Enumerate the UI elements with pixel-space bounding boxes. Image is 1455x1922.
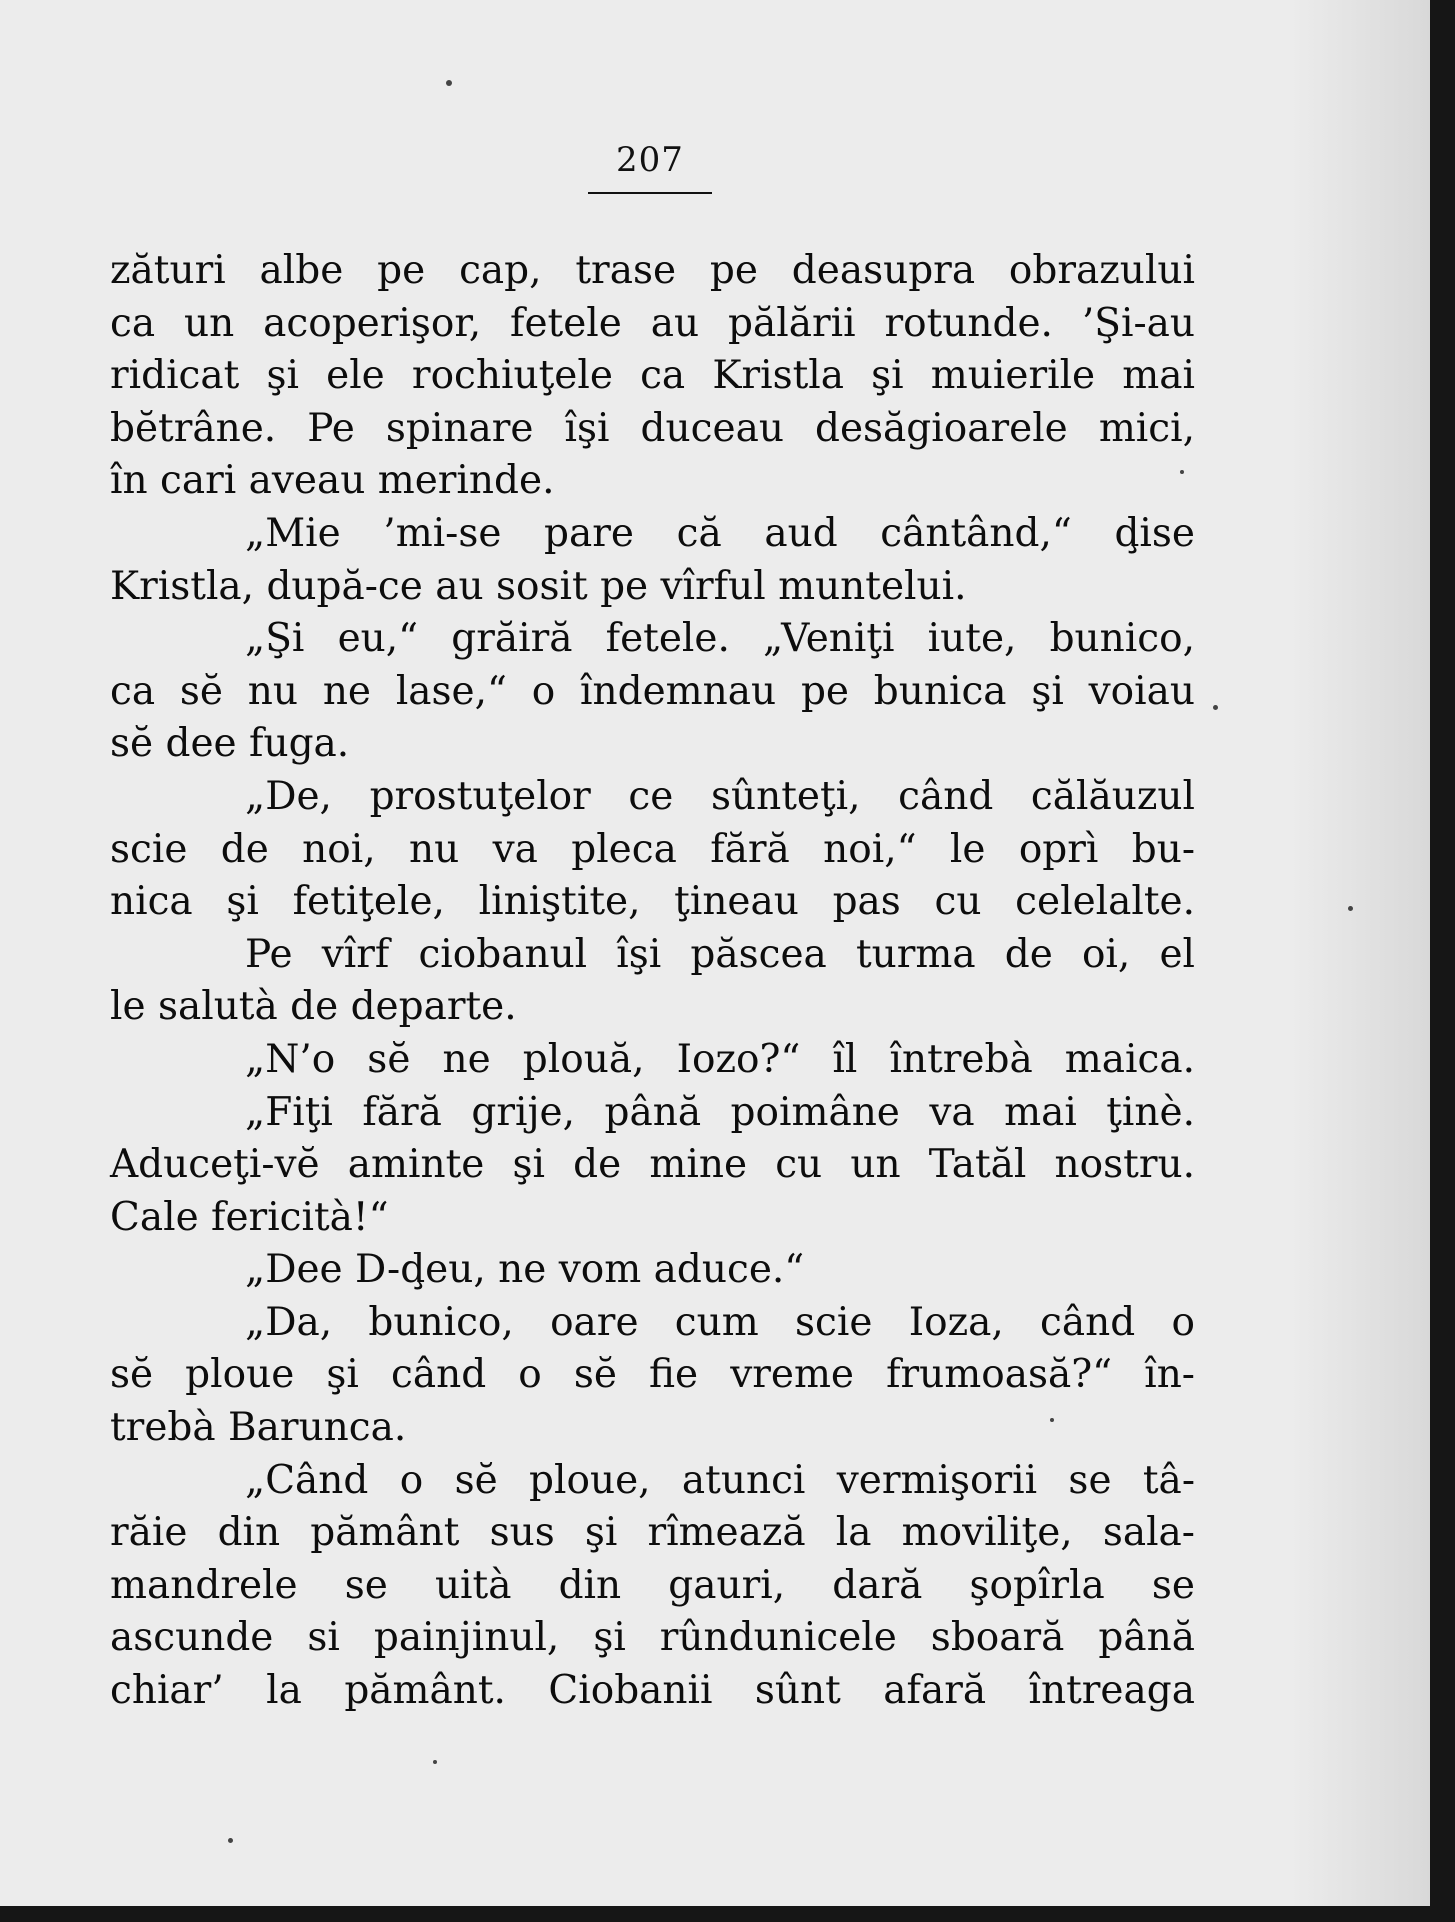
scan-speck [433,1760,437,1764]
scan-border-right [1430,0,1455,1922]
text-line: „De, prostuţelor ce sûnteţi, când călăuzul [245,773,1195,819]
body-text [110,245,1195,1718]
scan-speck [1050,1418,1054,1422]
text-line: Aduceţi-vĕ aminte şi de mine cu un Tatăl nostru. [110,1142,1195,1188]
text-line: „Dee D-ḑeu, ne vom aduce.“ [245,1247,805,1293]
page-number: 207 [616,140,684,180]
text-line: „Şi eu,“ grăiră fetele. „Veniţi iute, bunico, [245,616,1195,662]
scan-border-bottom [0,1906,1455,1922]
text-line: nica şi fetiţele, liniştite, ţineau pas cu celelalte. [110,879,1195,925]
scan-speck [1348,906,1353,911]
text-line: Kristla, după-ce au sosit pe vîrful muntelui. [110,563,967,609]
text-line: Pe vîrf ciobanul îşi păscea turma de oi, el [245,931,1195,977]
text-line: ca sĕ nu ne lase,“ o îndemnau pe bunica şi voiau [110,668,1195,714]
scan-speck [1213,705,1218,710]
text-line: „Da, bunico, oare cum scie Ioza, când o [245,1299,1195,1345]
text-line: bĕtrâne. Pe spinare îşi duceau desăgioarele mici, [110,405,1195,451]
text-line: răie din pământ sus şi rîmează la moviliţe, sala- [110,1510,1195,1556]
text-line: chiar’ la pământ. Ciobanii sûnt afară întreaga [110,1668,1195,1714]
text-line: „Când o sĕ ploue, atunci vermişorii se tâ- [245,1457,1195,1503]
text-line: sĕ dee fuga. [110,721,350,767]
text-line: sĕ ploue şi când o sĕ fie vreme frumoasă?“ în- [110,1352,1195,1398]
text-line: le salutà de departe. [110,984,517,1030]
text-line: ca un acoperişor, fetele au pălării rotunde. ’Şi-au [110,300,1195,346]
scan-speck [228,1838,233,1843]
text-line: scie de noi, nu va pleca fără noi,“ le oprì bu- [110,826,1195,872]
text-line: în cari aveau merinde. [110,458,555,504]
scan-speck [1180,470,1184,474]
text-line: zături albe pe cap, trase pe deasupra obrazului [110,248,1195,293]
scan-speck [446,80,452,86]
page-number-rule [588,192,712,194]
text-line: „Mie ’mi-se pare că aud cântând,“ ḑise [245,510,1195,556]
text-line: „N’o sĕ ne plouă, Iozo?“ îl întrebà maica. [245,1036,1195,1082]
text-line: mandrele se uità din gauri, dară şopîrla se [110,1562,1195,1608]
text-line: Cale fericità!“ [110,1194,389,1240]
text-line: trebà Barunca. [110,1405,407,1451]
text-line: ascunde si painjinul, şi rûndunicele sboară până [110,1615,1195,1661]
text-line: „Fiţi fără grije, până poimâne va mai ţinè. [245,1089,1195,1135]
text-line: ridicat şi ele rochiuţele ca Kristla şi muierile mai [110,353,1195,399]
